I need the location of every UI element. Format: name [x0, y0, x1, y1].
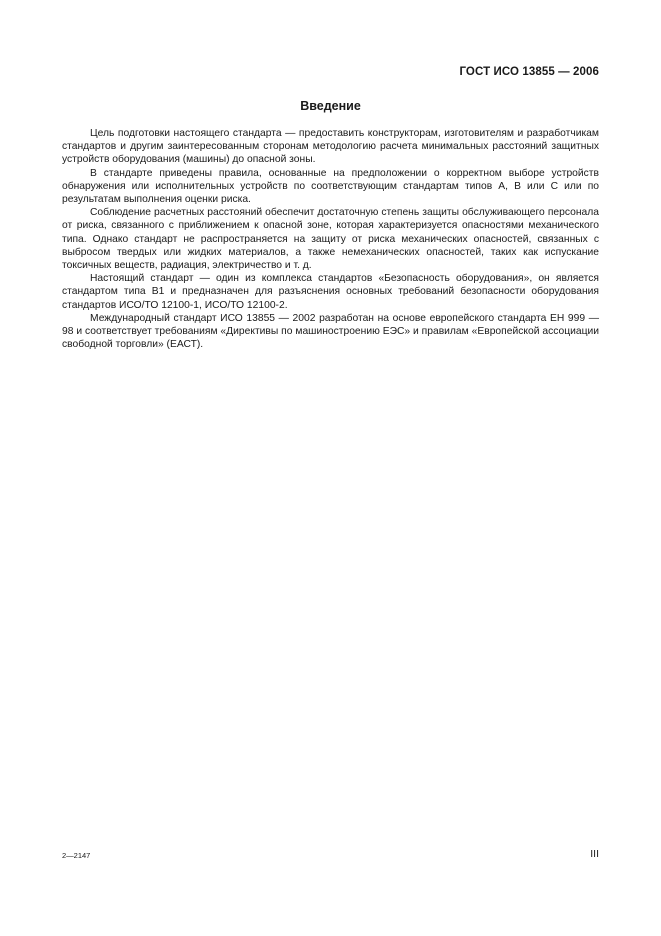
- paragraph: Настоящий стандарт — один из комплекса стандартов «Безопасность оборудования», он является стандартом типа В1 и предназначен для разъяснения основных требований безопасности оборудования стандартов ИСО/ТО 12100-1, ИСО/ТО 12100-2.: [62, 273, 599, 311]
- print-code-footer: 2—2147: [62, 851, 91, 860]
- paragraph: Цель подготовки настоящего стандарта — предоставить конструкторам, изготовителям и разработчикам стандартов и другим заинтересованным сторонам методологию расчета минимальных расстояний защитных устройств оборудования (машины) до опасной зоны.: [62, 128, 599, 166]
- page-number: III: [590, 848, 599, 860]
- standard-code-header: ГОСТ ИСО 13855 — 2006: [459, 66, 599, 78]
- paragraph: Международный стандарт ИСО 13855 — 2002 разработан на основе европейского стандарта ЕН 999 — 98 и соответствует требованиям «Директивы по машиностроению ЕЭС» и правилам «Европейской ассоциации свободной торговли» (ЕАСТ).: [62, 312, 599, 351]
- paragraph: В стандарте приведены правила, основанные на предположении о корректном выборе устройств обнаружения или исполнительных устройств по соответствующим стандартам типов А, В или С или по результатам выполнения оценки риска.: [62, 167, 599, 206]
- section-title: Введение: [300, 99, 361, 113]
- body-text: [62, 127, 599, 351]
- paragraph: Соблюдение расчетных расстояний обеспечит достаточную степень защиты обслуживающего персонала от риска, связанного с приближением к опасной зоне, которая характеризуется опасностями механического типа. Однако стандарт не распространяется на защиту от риска механических опасностей, связанных с выбросом твердых или жидких материалов, а также немеханических опасностей, таких как испускание токсичных веществ, радиация, электричество и т. д.: [62, 207, 599, 272]
